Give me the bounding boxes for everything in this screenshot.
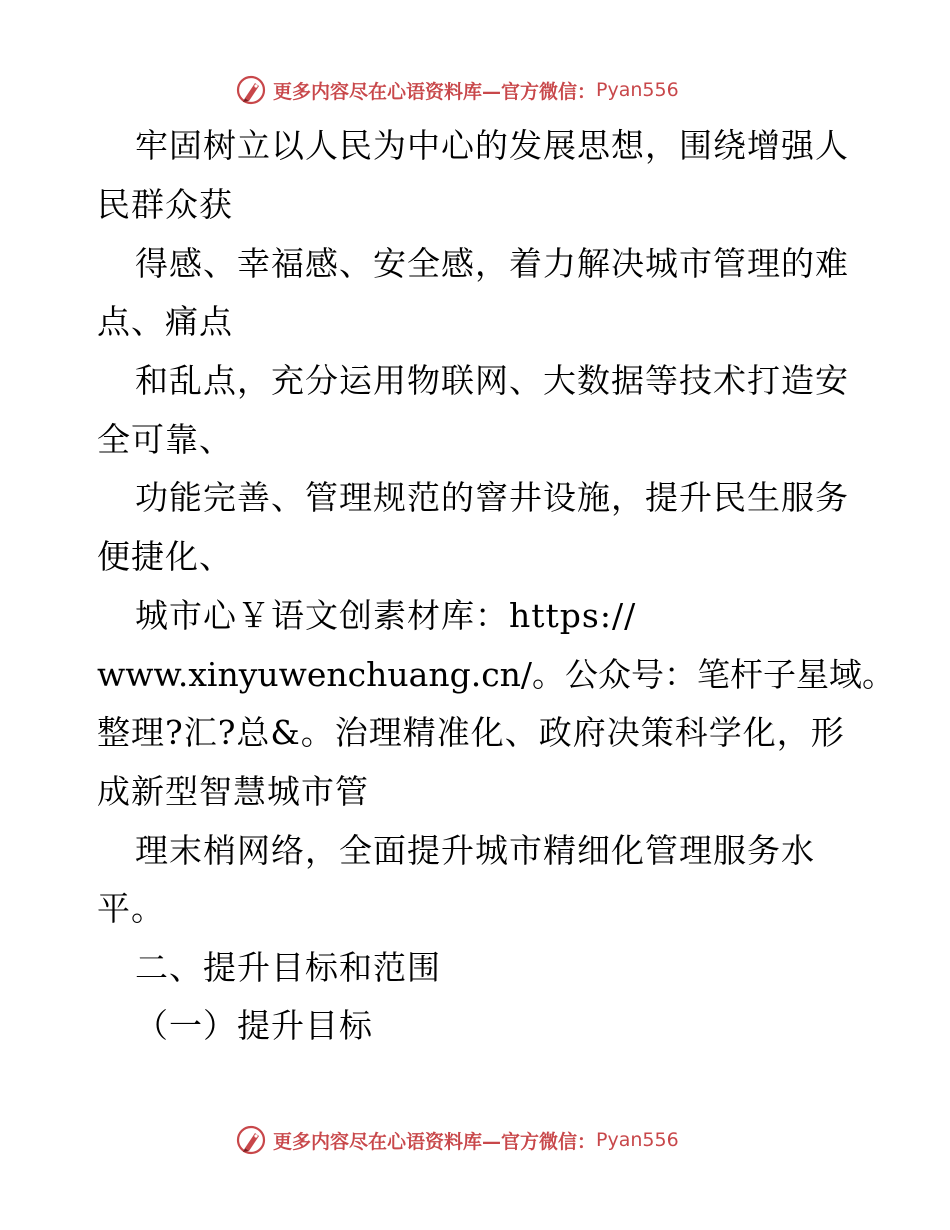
paragraph-line: 民群众获: [97, 185, 233, 224]
paragraph-line: 功能完善、管理规范的窨井设施，提升民生服务: [135, 478, 849, 517]
paragraph-line: 得感、幸福感、安全感，着力解决城市管理的难: [135, 244, 849, 283]
paragraph-line: www.xinyuwenchuang.cn/。公众号：笔杆子星域。: [97, 655, 896, 694]
section-heading: 二、提升目标和范围: [135, 948, 441, 987]
subsection-heading: （一）提升目标: [135, 1006, 373, 1045]
pen-nib-logo-icon: [235, 74, 267, 106]
paragraph-line: 牢固树立以人民为中心的发展思想，围绕增强人: [135, 126, 849, 165]
footer-banner: [0, 1120, 950, 1160]
footer-banner-contact: Pyan556: [596, 1129, 679, 1151]
paragraph-line: 城市心￥语文创素材库：https://: [135, 596, 637, 635]
paragraph-line: 整理?汇?总&。治理精准化、政府决策科学化，形: [97, 713, 845, 752]
header-banner-text: 更多内容尽在心语资料库—官方微信：: [273, 80, 597, 103]
header-banner-contact: Pyan556: [596, 79, 679, 101]
paragraph-line: 全可靠、: [97, 420, 233, 459]
pen-nib-logo-icon: [235, 1124, 267, 1156]
paragraph-line: 成新型智慧城市管: [97, 772, 369, 811]
footer-banner-text: 更多内容尽在心语资料库—官方微信：: [273, 1130, 597, 1153]
paragraph-line: 平。: [97, 889, 165, 928]
paragraph-line: 和乱点，充分运用物联网、大数据等技术打造安: [135, 361, 849, 400]
header-banner: [0, 70, 950, 110]
paragraph-line: 便捷化、: [97, 537, 233, 576]
paragraph-line: 理末梢网络，全面提升城市精细化管理服务水: [135, 831, 815, 870]
paragraph-line: 点、痛点: [97, 302, 233, 341]
